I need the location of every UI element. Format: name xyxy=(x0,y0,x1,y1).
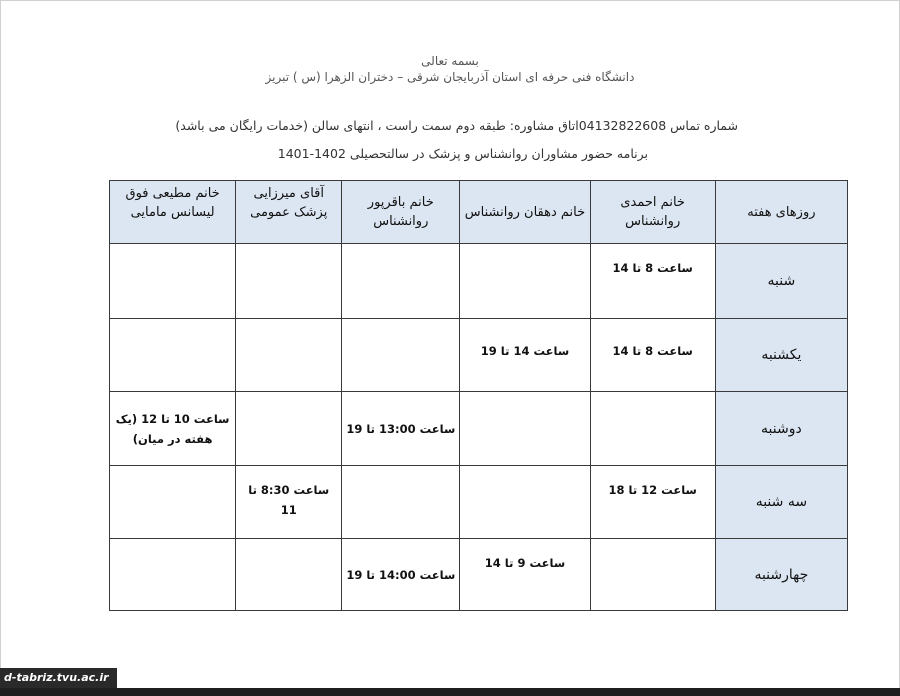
day-cell: شنبه xyxy=(715,244,847,319)
schedule-cell: ساعت 8 تا 14 xyxy=(590,244,715,319)
day-cell: دوشنبه xyxy=(715,392,847,466)
schedule-table xyxy=(109,180,848,611)
schedule-cell xyxy=(342,244,460,319)
schedule-cell xyxy=(590,539,715,611)
schedule-cell xyxy=(110,539,236,611)
schedule-cell: ساعت 14:00 تا 19 xyxy=(342,539,460,611)
day-cell: چهارشنبه xyxy=(715,539,847,611)
schedule-cell xyxy=(460,465,590,539)
schedule-cell xyxy=(342,318,460,392)
bottom-band xyxy=(0,688,900,696)
header-mirzaei: آقای میرزایی پزشک عمومی xyxy=(236,181,342,244)
table-row xyxy=(110,318,848,392)
table-row xyxy=(110,465,848,539)
day-cell: سه شنبه xyxy=(715,465,847,539)
schedule-cell: ساعت 8 تا 14 xyxy=(590,318,715,392)
table-row xyxy=(110,539,848,611)
schedule-cell: ساعت 14 تا 19 xyxy=(460,318,590,392)
day-cell: یکشنبه xyxy=(715,318,847,392)
schedule-cell: ساعت 9 تا 14 xyxy=(460,539,590,611)
site-watermark: d-tabriz.tvu.ac.ir xyxy=(0,668,117,688)
header-bismillah: بسمه تعالی xyxy=(421,54,479,68)
header-university: دانشگاه فنی حرفه ای استان آذربایجان شرقی – دختران الزهرا (س ) تبریز xyxy=(265,70,635,84)
program-title: برنامه حضور مشاوران روانشناس و پزشک در سالتحصیلی 1402-1401 xyxy=(277,146,648,161)
header-days: روزهای هفته xyxy=(715,181,847,244)
header-motiei: خانم مطیعی فوق لیسانس مامایی xyxy=(110,181,236,244)
schedule-cell xyxy=(342,465,460,539)
schedule-cell xyxy=(236,539,342,611)
schedule-cell xyxy=(460,392,590,466)
schedule-cell: ساعت 12 تا 18 xyxy=(590,465,715,539)
schedule-cell xyxy=(110,244,236,319)
schedule-cell: ساعت 8:30 تا 11 xyxy=(236,465,342,539)
schedule-cell: ساعت 13:00 تا 19 xyxy=(342,392,460,466)
schedule-cell xyxy=(110,465,236,539)
schedule-cell xyxy=(236,392,342,466)
table-header-row xyxy=(110,181,848,244)
schedule-cell xyxy=(110,318,236,392)
table-row xyxy=(110,244,848,319)
schedule-cell xyxy=(590,392,715,466)
header-ahmadi: خانم احمدی روانشناس xyxy=(590,181,715,244)
header-dehghan: خانم دهقان روانشناس xyxy=(460,181,590,244)
schedule-cell xyxy=(236,244,342,319)
contact-info: شماره تماس 04132822608اتاق مشاوره: طبقه دوم سمت راست ، انتهای سالن (خدمات رایگان می باشد) xyxy=(175,118,738,133)
table-row xyxy=(110,392,848,466)
schedule-cell: ساعت 10 تا 12 (یک هفته در میان) xyxy=(110,392,236,466)
schedule-cell xyxy=(460,244,590,319)
schedule-cell xyxy=(236,318,342,392)
header-bagherpour: خانم باقرپور روانشناس xyxy=(342,181,460,244)
